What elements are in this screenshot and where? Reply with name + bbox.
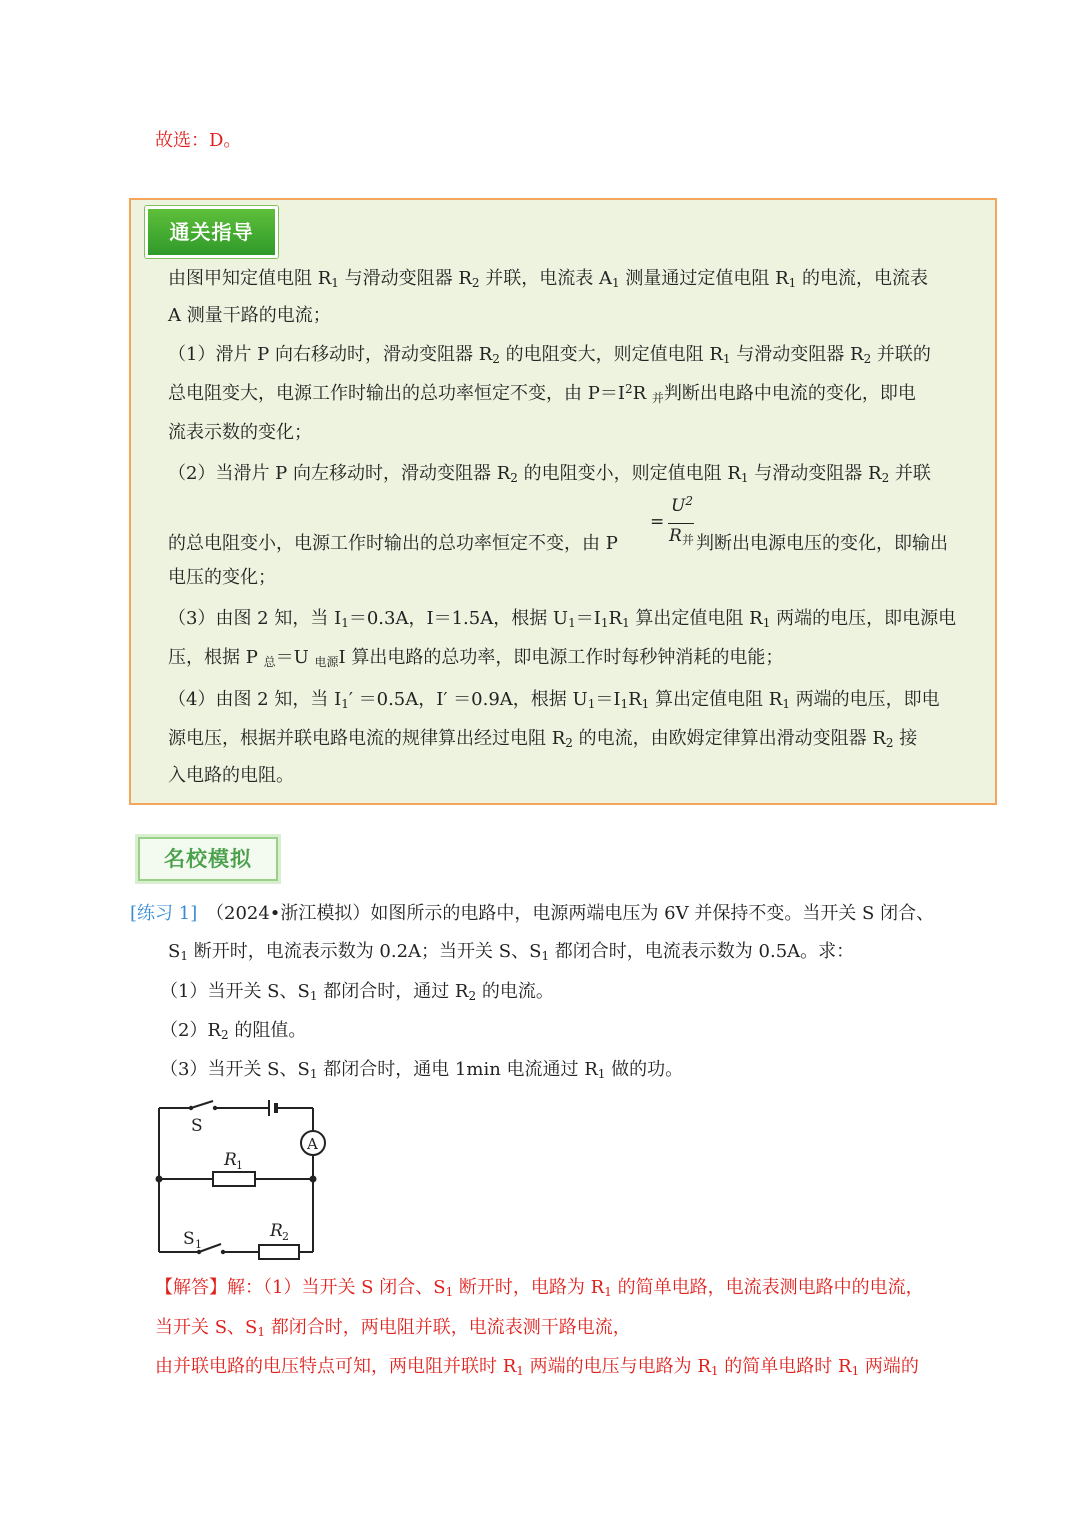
guide-line-1: 由图甲知定值电阻 $R_1$ 与滑动变阻器 $R_2$ 并联，电流表 $A_1$ 测量通过定值电阻 $R_1$ 的电流，电流表 xyxy=(168,268,929,290)
exercise-line-2: $S_1$ 断开时，电流表示数为 0.2A；当开关 S、$S_1$ 都闭合时，电流表示数为 0.5A。求： xyxy=(168,941,855,963)
exercise-q2: $(2)R_2$ 的阻值。 xyxy=(160,1020,307,1042)
solution-line-2: 当开关 S、$S_1$ 都闭合时，两电阻并联，电流表测干路电流， xyxy=(155,1317,631,1339)
resistor-r1 xyxy=(213,1172,255,1186)
switch-s1-blade xyxy=(199,1244,221,1252)
label-s1-sub: 1 xyxy=(195,1238,202,1251)
exercise-q1: （1）当开关 S、$S_1$ 都闭合时，通过 $R_2$ 的电流。 xyxy=(160,981,554,1003)
top-answer: 故选：D。 xyxy=(155,130,242,151)
guide-line-10: 压，根据 P $_总$＝U $_{电源}$I 算出电路的总功率，即电源工作时每秒钟消耗的电能； xyxy=(168,647,784,669)
exercise-q3: （3）当开关 S、$S_1$ 都闭合时，通电 1min 电流通过 $R_1$ 做的功。 xyxy=(160,1059,684,1081)
label-s: S xyxy=(191,1116,203,1136)
guide-line-5: 流表示数的变化； xyxy=(168,422,312,443)
formula-denominator: $R_并$ xyxy=(669,526,694,547)
label-s1: S xyxy=(183,1229,195,1249)
label-r2-sub: 2 xyxy=(282,1230,289,1243)
guide-line-12: 源电压，根据并联电路电流的规律算出经过电阻 $R_2$ 的电流，由欧姆定律算出滑动变阻器 $R_2$ 接 xyxy=(168,728,918,750)
formula-eq: = xyxy=(650,512,665,532)
junction-right xyxy=(310,1176,317,1183)
junction-left xyxy=(156,1176,163,1183)
solution-line-3: 由并联电路的电压特点可知，两电阻并联时 $R_1$ 两端的电压与电路为 $R_1$ 的简单电路时 $R_1$ 两端的 xyxy=(155,1356,919,1378)
guide-badge: 通关指导 xyxy=(145,206,278,258)
guide-line-8: 电压的变化； xyxy=(168,567,276,588)
label-r2: R xyxy=(270,1221,283,1241)
section-badge: 名校模拟 xyxy=(138,837,278,881)
guide-line-7b: 判断出电源电压的变化，即输出 xyxy=(696,533,948,554)
guide-line-7a: 的总电阻变小，电源工作时输出的总功率恒定不变，由 P xyxy=(168,533,618,554)
guide-line-6: （2）当滑片 P 向左移动时，滑动变阻器 $R_2$ 的电阻变小，则定值电阻 $R_1$ 与滑动变阻器 $R_2$ 并联 xyxy=(168,463,931,485)
formula-numerator: $U^2$ xyxy=(671,494,693,516)
resistor-r2 xyxy=(259,1245,299,1259)
guide-line-11: （4）由图 2 知，当 $I_1' =0.5A$，I′ ＝0.9A，根据 $U_1=I_1R_1$ 算出定值电阻 $R_1$ 两端的电压，即电 xyxy=(168,689,940,711)
exercise-line-1: （2024•浙江模拟）如图所示的电路中，电源两端电压为 6V 并保持不变。当开关 S 闭合、 xyxy=(206,903,935,924)
guide-line-3: （1）滑片 P 向右移动时，滑动变阻器 $R_2$ 的电阻变大，则定值电阻 $R_1$ 与滑动变阻器 $R_2$ 并联的 xyxy=(168,344,931,366)
formula-bar xyxy=(668,523,694,524)
guide-line-9: （3）由图 2 知，当 $I_1=0.3A$，I＝1.5A，根据 $U_1=I_1R_1$ 算出定值电阻 $R_1$ 两端的电压，即电源电 xyxy=(168,608,957,630)
switch-s-blade xyxy=(191,1101,213,1108)
solution-line-1: 【解答】解：（1）当开关 S 闭合、$S_1$ 断开时，电路为 $R_1$ 的简单电路，电流表测电路中的电流， xyxy=(155,1277,924,1299)
guide-line-4: 总电阻变大，电源工作时输出的总功率恒定不变，由 $P=I^2R$ $_并$判断出电路中电流的变化，即电 xyxy=(168,382,916,405)
label-r1-sub: 1 xyxy=(236,1159,243,1172)
label-ammeter: A xyxy=(307,1135,318,1153)
guide-line-13: 入电路的电阻。 xyxy=(168,765,294,786)
guide-line-2: A 测量干路的电流； xyxy=(168,305,331,326)
circuit-diagram xyxy=(145,1092,345,1262)
label-r1: R xyxy=(224,1150,237,1170)
exercise-label: [练习 1] xyxy=(130,903,198,924)
